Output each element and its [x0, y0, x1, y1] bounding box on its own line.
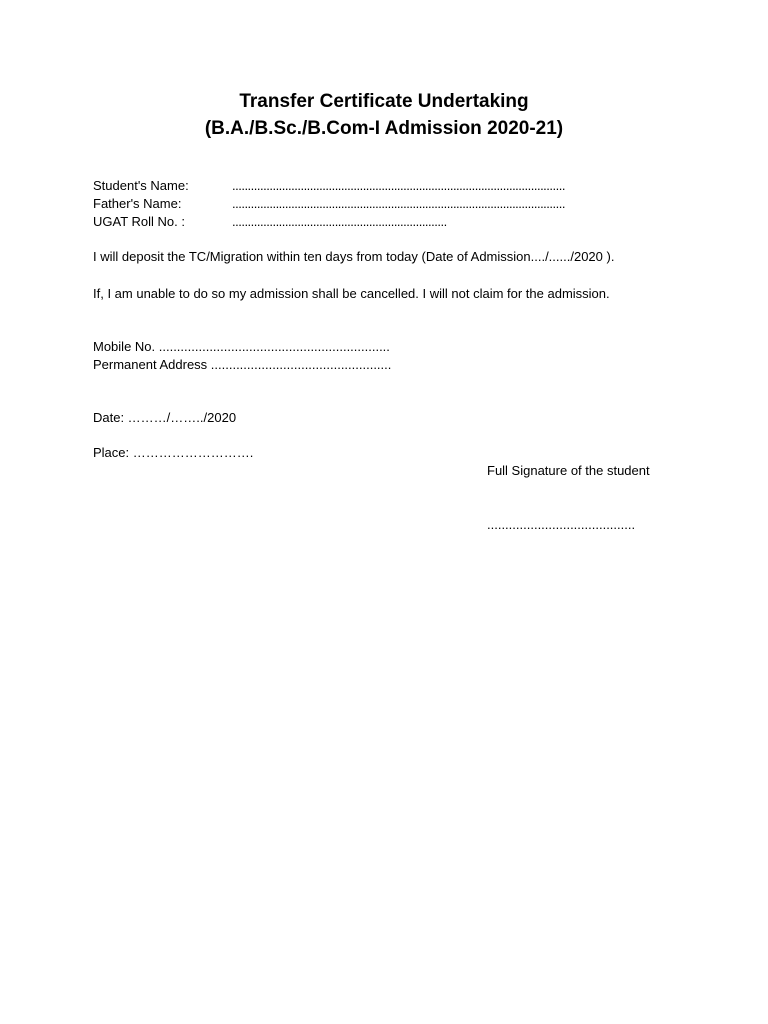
roll-no-blank: ..................................................................... [232, 214, 447, 229]
document-subtitle: (B.A./B.Sc./B.Com-I Admission 2020-21) [204, 118, 564, 139]
student-name-blank: ........................................................................................................... [232, 178, 565, 193]
place-field: Place: ………………………. [93, 445, 254, 460]
deposit-statement: I will deposit the TC/Migration within ten days from today (Date of Admission..../....../2020 ). [93, 249, 615, 264]
student-name-label: Student's Name: [93, 178, 189, 193]
father-name-blank: ........................................................................................................... [232, 196, 565, 211]
roll-no-label: UGAT Roll No. : [93, 214, 185, 229]
document-title: Transfer Certificate Undertaking [239, 91, 529, 112]
cancellation-statement: If, I am unable to do so my admission shall be cancelled. I will not claim for the admission. [93, 286, 610, 301]
address-field: Permanent Address .................................................. [93, 357, 392, 372]
signature-blank: ......................................... [487, 517, 636, 532]
father-name-label: Father's Name: [93, 196, 182, 211]
mobile-field: Mobile No. ................................................................ [93, 339, 390, 354]
signature-label: Full Signature of the student [487, 463, 650, 478]
date-field: Date: ………/……../2020 [93, 410, 237, 425]
